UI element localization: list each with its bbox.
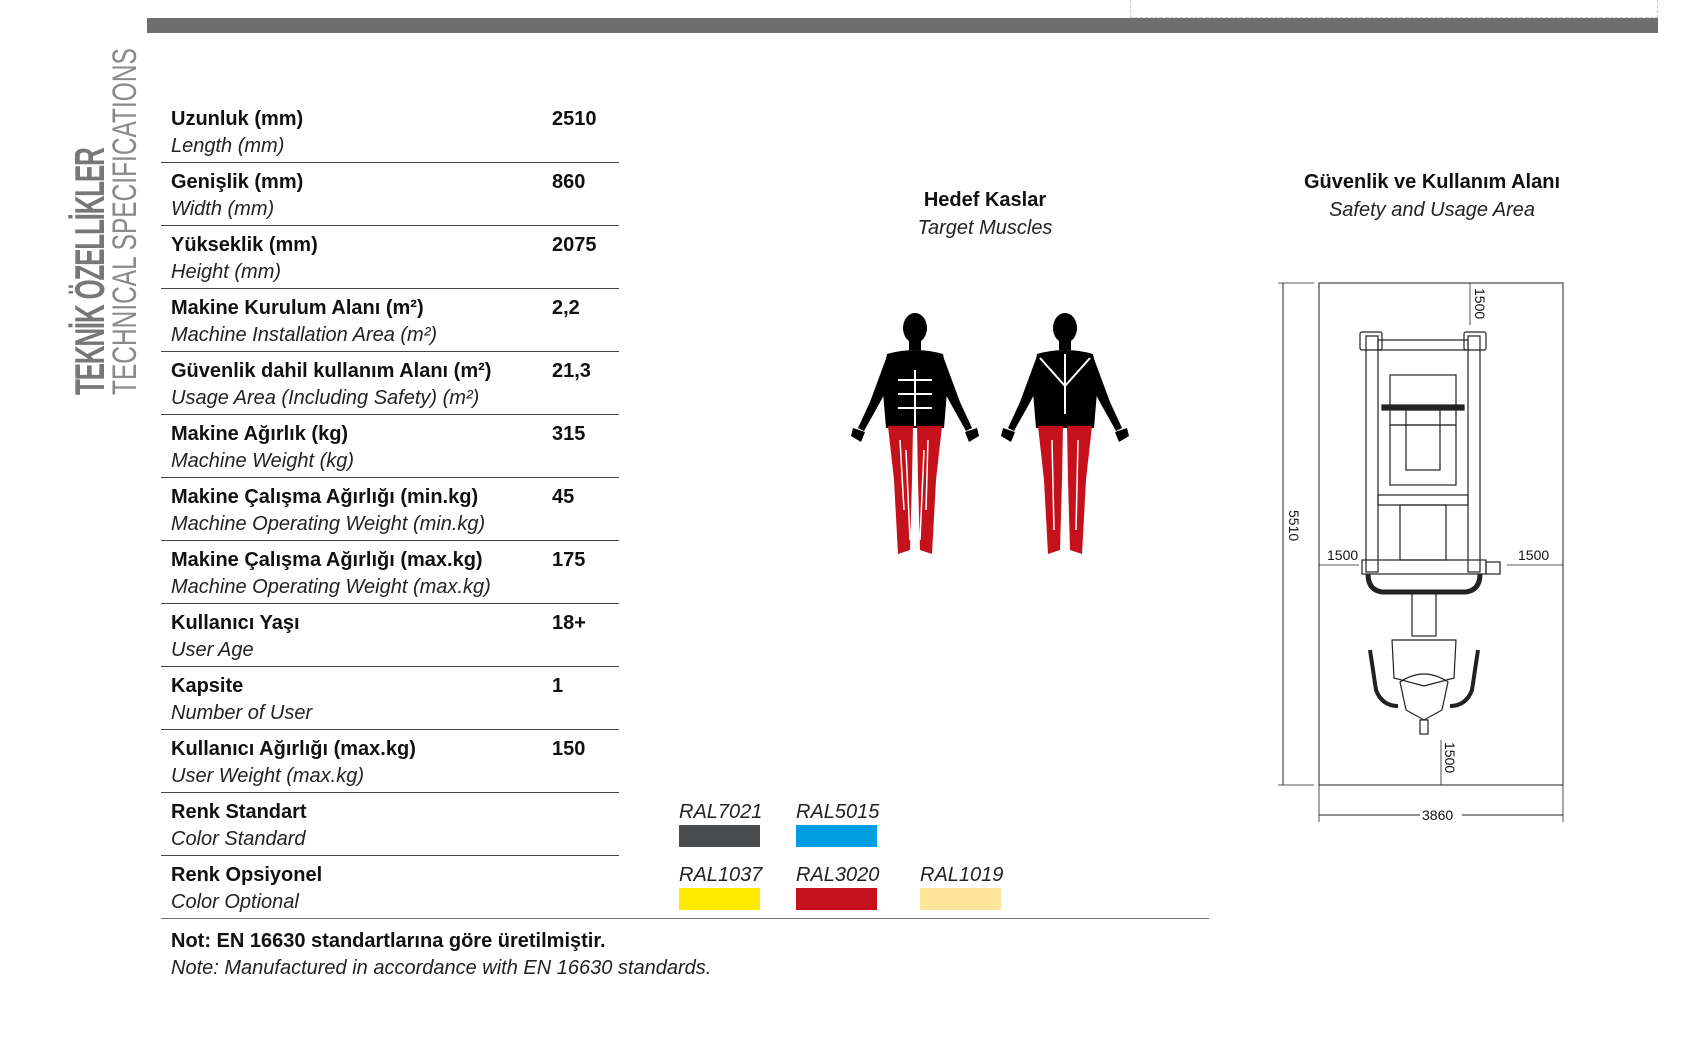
- spec-label-en: User Age: [171, 639, 254, 661]
- safety-area-title-tr: Güvenlik ve Kullanım Alanı: [1304, 171, 1560, 193]
- spec-label-tr: Kullanıcı Ağırlığı (max.kg): [171, 738, 416, 760]
- color-code: RAL7021: [679, 801, 763, 823]
- dim-top-1500-label: 1500: [1472, 288, 1488, 320]
- spec-label-en: Width (mm): [171, 198, 275, 220]
- spec-value: 175: [552, 549, 586, 571]
- safety-area-title-en: Safety and Usage Area: [1328, 199, 1536, 221]
- color-chip: [679, 825, 760, 847]
- section-title: [66, 0, 144, 395]
- dim-3860-label: 3860: [1422, 807, 1454, 823]
- spec-label-en: User Weight (max.kg): [171, 765, 365, 787]
- spec-label-tr: Makine Çalışma Ağırlığı (max.kg): [171, 549, 483, 571]
- machine-top-view-icon: [1360, 332, 1500, 734]
- spec-label-tr: Güvenlik dahil kullanım Alanı (m²): [171, 360, 492, 382]
- spec-label-tr: Makine Çalışma Ağırlığı (min.kg): [171, 486, 479, 508]
- section-title-en: TECHNICAL SPECIFICATIONS: [106, 48, 144, 395]
- color-swatch-ral1019: [920, 864, 1003, 910]
- top-dashed-frame: [1130, 0, 1658, 18]
- spec-label-en: Height (mm): [171, 261, 282, 283]
- spec-row-user-age: [161, 604, 619, 667]
- spec-value: 45: [552, 486, 575, 508]
- spec-row-operating-weight-max: [161, 541, 619, 604]
- color-swatch-ral3020: [796, 864, 879, 910]
- section-title-tr: TEKNİK ÖZELLİKLER: [66, 148, 113, 395]
- spec-value: 2075: [552, 234, 597, 256]
- spec-label-en: Machine Weight (kg): [171, 450, 355, 472]
- spec-value: 18+: [552, 612, 586, 634]
- spec-label-tr: Yükseklik (mm): [171, 234, 318, 256]
- spec-row-height: [161, 226, 619, 289]
- spec-row-width: [161, 163, 619, 226]
- color-swatch-ral7021: [679, 801, 762, 847]
- color-chip: [796, 888, 877, 910]
- safety-area-drawing: [1270, 270, 1580, 830]
- color-swatch-ral1037: [679, 864, 762, 910]
- spec-value: 150: [552, 738, 586, 760]
- front-body-icon: [851, 313, 979, 554]
- spec-label-tr: Uzunluk (mm): [171, 108, 304, 130]
- color-code: RAL1019: [920, 864, 1004, 886]
- color-chip: [920, 888, 1001, 910]
- spec-row-length: [161, 100, 619, 163]
- color-swatch-ral5015: [796, 801, 879, 847]
- target-muscles-title-tr: Hedef Kaslar: [923, 189, 1047, 211]
- color-code: RAL1037: [679, 864, 763, 886]
- spec-label-en: Machine Operating Weight (max.kg): [171, 576, 491, 598]
- spec-value: 315: [552, 423, 586, 445]
- spec-row-capacity: [161, 667, 619, 730]
- dim-bottom-1500-label: 1500: [1442, 742, 1458, 774]
- color-chip: [796, 825, 877, 847]
- color-chip: [679, 888, 760, 910]
- spec-value: 21,3: [552, 360, 591, 382]
- dim-5510-label: 5510: [1286, 510, 1302, 542]
- safety-area-heading: [1292, 168, 1572, 224]
- spec-row-installation-area: [161, 289, 619, 352]
- spec-label-en: Machine Installation Area (m²): [171, 324, 438, 346]
- spec-value: 2,2: [552, 297, 580, 319]
- spec-label-tr: Kapsite: [171, 675, 244, 697]
- target-muscles-title-en: Target Muscles: [917, 217, 1053, 239]
- target-muscles-heading: [885, 186, 1085, 242]
- spec-label-en: Length (mm): [171, 135, 285, 157]
- spec-value: 1: [552, 675, 564, 697]
- color-code: RAL5015: [796, 801, 880, 823]
- spec-row-operating-weight-min: [161, 478, 619, 541]
- spec-label-tr: Genişlik (mm): [171, 171, 304, 193]
- back-body-icon: [1001, 313, 1129, 554]
- header-bar: [147, 18, 1658, 33]
- spec-label-en: Number of User: [171, 702, 313, 724]
- dim-left-1500-label: 1500: [1327, 547, 1359, 563]
- spec-label-tr: Makine Kurulum Alanı (m²): [171, 297, 424, 319]
- color-code: RAL3020: [796, 864, 880, 886]
- note-en: Note: Manufactured in accordance with EN 16630 standards.: [171, 957, 712, 979]
- color-label-tr: Renk Opsiyonel: [171, 864, 323, 886]
- color-label-tr: Renk Standart: [171, 801, 307, 823]
- note-tr: Not: EN 16630 standartlarına göre üretilmiştir.: [171, 930, 606, 952]
- color-label-en: Color Optional: [171, 891, 299, 913]
- spec-value: 860: [552, 171, 586, 193]
- spec-value: 2510: [552, 108, 597, 130]
- spec-label-en: Machine Operating Weight (min.kg): [171, 513, 486, 535]
- color-row-optional: [161, 856, 1209, 919]
- spec-label-tr: Makine Ağırlık (kg): [171, 423, 349, 445]
- spec-row-usage-area: [161, 352, 619, 415]
- spec-label-en: Usage Area (Including Safety) (m²): [171, 387, 480, 409]
- dim-right-1500-label: 1500: [1518, 547, 1550, 563]
- color-label-en: Color Standard: [171, 828, 306, 850]
- spec-label-tr: Kullanıcı Yaşı: [171, 612, 300, 634]
- color-row-standard: [161, 793, 880, 856]
- standards-note: [171, 928, 711, 982]
- target-muscles-figure: [840, 310, 1140, 580]
- spec-row-user-weight: [161, 730, 619, 793]
- spec-row-machine-weight: [161, 415, 619, 478]
